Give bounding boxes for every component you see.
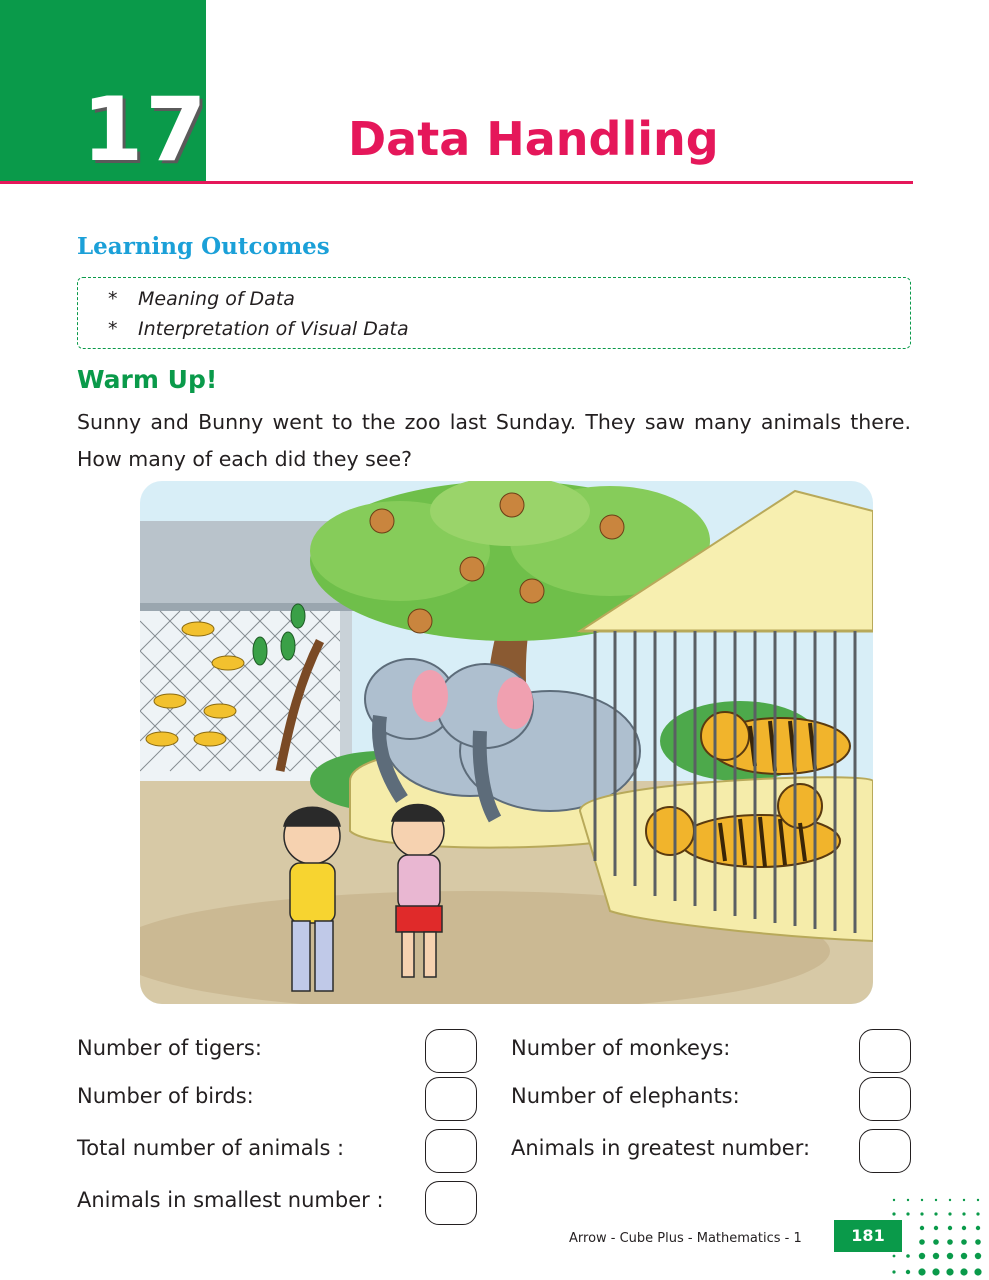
learning-outcome-text: Meaning of Data [138,288,295,310]
answer-box-elephants[interactable] [859,1077,911,1121]
answer-box-tigers[interactable] [425,1029,477,1073]
learning-outcomes-box [77,277,911,349]
zoo-illustration [140,481,873,1004]
page-number: 181 [834,1220,902,1252]
question-greatest-number: Animals in greatest number: [511,1136,811,1160]
chapter-title: Data Handling [348,112,719,166]
warm-up-text: Sunny and Bunny went to the zoo last Sunday. They saw many animals there. How many of each did they see? [77,410,911,471]
question-smallest-number: Animals in smallest number : [77,1188,384,1212]
answer-box-birds[interactable] [425,1077,477,1121]
answer-box-smallest-number[interactable] [425,1181,477,1225]
title-divider [0,181,913,184]
learning-outcome-text: Interpretation of Visual Data [138,318,409,340]
question-birds: Number of birds: [77,1084,254,1108]
bullet-star: * [108,288,118,310]
answer-box-greatest-number[interactable] [859,1129,911,1173]
warm-up-heading: Warm Up! [77,365,218,394]
zoo-scene-image [140,481,873,1004]
question-elephants: Number of elephants: [511,1084,740,1108]
learning-outcomes-heading: Learning Outcomes [77,233,330,260]
chapter-number: 17 [82,78,209,181]
question-total-animals: Total number of animals : [77,1136,345,1160]
answer-box-total-animals[interactable] [425,1129,477,1173]
footer-book-title: Arrow - Cube Plus - Mathematics - 1 [569,1231,802,1246]
answer-box-monkeys[interactable] [859,1029,911,1073]
bullet-star: * [108,318,118,340]
question-monkeys: Number of monkeys: [511,1036,731,1060]
question-tigers: Number of tigers: [77,1036,262,1060]
